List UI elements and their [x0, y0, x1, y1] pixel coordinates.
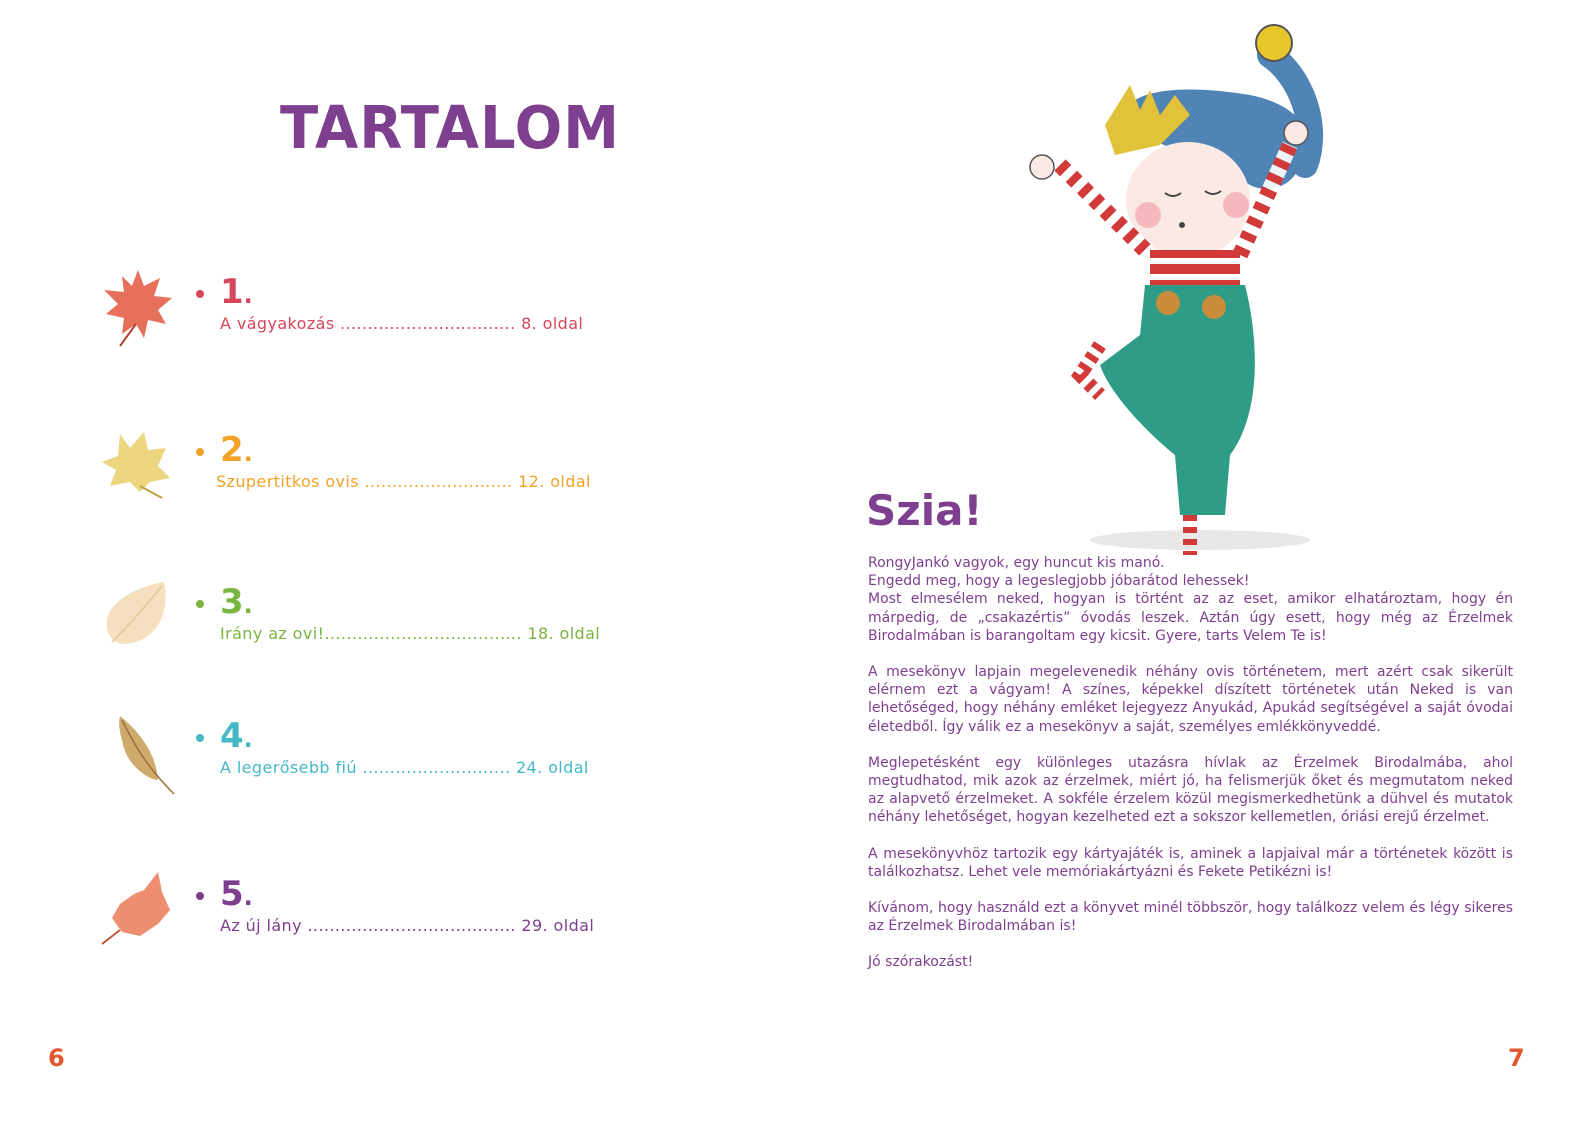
paragraph: Most elmesélem neked, hogyan is történt az az eset, amikor elhatároztam, hogy én márpedig, de „csakazértis” óvodás leszek. Aztán úgy esett, hogy még az Érzelmek Birodalmában is barangoltam egy kicsit. Gyere, tarts Velem Te is!	[868, 591, 1513, 644]
toc-entry-5[interactable]	[100, 870, 620, 960]
paragraph: Engedd meg, hogy a legeslegjobb jóbarátod lehessek!	[868, 573, 1250, 590]
toc-bullet	[196, 892, 204, 900]
toc-bullet	[196, 734, 204, 742]
toc-bullet	[196, 290, 204, 298]
chapter-number: 1.	[220, 272, 253, 312]
greeting-heading: Szia!	[866, 486, 983, 535]
chapter-number: 3.	[220, 582, 253, 622]
paragraph: A mesekönyvhöz tartozik egy kártyajáték is, aminek a lapjaival már a történetek között is találkozhatsz. Lehet vele memóriakártyázni és Fekete Petikézni is!	[868, 845, 1513, 880]
paragraph: A mesekönyv lapjain megelevenedik néhány ovis történetem, mert azért csak sikerült elérnem ezt a vágyam! A színes, képekkel díszített történetek után Neked is van lehetőséged, hogy néhány emléket lejegyezz Anyukád, Apukád segítségével a saját óvodai életedből. Így válik ez a mesekönyv a saját, személyes emlékkönyveddé.	[868, 664, 1513, 735]
paragraph: Jó szórakozást!	[868, 954, 974, 971]
toc-entry-3[interactable]	[100, 578, 620, 668]
body-text	[868, 554, 1513, 990]
brown-leaf-icon	[100, 712, 175, 796]
elf-character-illustration	[1000, 15, 1360, 565]
toc-bullet	[196, 600, 204, 608]
orange-leaf-icon	[100, 870, 175, 950]
chapter-title-line[interactable]: A legerősebb fiú ........................... 24. oldal	[220, 758, 589, 777]
page-number-right: 7	[1508, 1044, 1525, 1072]
chapter-number: 5.	[220, 874, 253, 914]
paragraph: RongyJankó vagyok, egy huncut kis manó.	[868, 555, 1165, 571]
toc-entry-2[interactable]	[100, 426, 620, 516]
paragraph: Meglepetésként egy különleges utazásra hívlak az Érzelmek Birodalmába, ahol megtudhatod, mik azok az érzelmek, miért jó, ha felismerjük őket és megmutatom neked az alapvető érzelmeket. A sokféle érzelem közül megismerkedhetünk a dühvel és mutatok néhány lehetőséget, hogyan kezelheted ezt a sokszor kellemetlen, óriási erejű érzelmet.	[868, 754, 1513, 826]
chapter-title-line[interactable]: Szupertitkos ovis ........................... 12. oldal	[216, 472, 591, 491]
yellow-leaf-icon	[100, 426, 175, 506]
chapter-number: 4.	[220, 716, 253, 756]
paragraph: Kívánom, hogy használd ezt a könyvet minél többször, hogy találkozz velem és légy sikeres az Érzelmek Birodalmában is!	[868, 900, 1513, 935]
chapter-title-line[interactable]: Az új lány ...................................... 29. oldal	[220, 916, 595, 935]
chapter-title-line[interactable]: Irány az ovi!.................................... 18. oldal	[220, 624, 601, 643]
toc-bullet	[196, 448, 204, 456]
page-number-left: 6	[48, 1044, 65, 1072]
chapter-number: 2.	[220, 430, 253, 470]
chapter-title-line[interactable]: A vágyakozás ................................ 8. oldal	[220, 314, 584, 333]
cream-leaf-icon	[100, 578, 175, 658]
toc-entry-4[interactable]	[100, 712, 620, 802]
page-title: TARTALOM	[280, 94, 621, 163]
red-maple-leaf-icon	[100, 268, 175, 348]
toc-entry-1[interactable]	[100, 268, 620, 358]
